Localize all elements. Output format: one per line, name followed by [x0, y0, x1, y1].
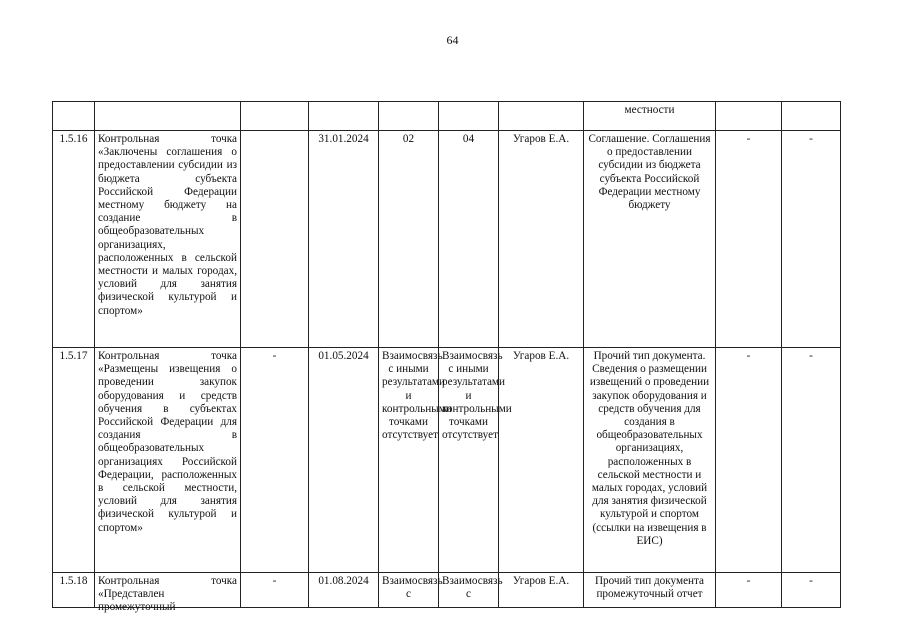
cell-col6-text: Взаимосвязь с [442, 575, 503, 601]
cell-responsible [499, 573, 584, 608]
cell-empty [499, 102, 584, 131]
cell-col3: - [241, 348, 309, 573]
cell-col6: Взаимосвязь с иными результатами и контрольными точками отсутствует [439, 348, 499, 573]
cell-col9: - [716, 131, 782, 348]
table-row-continuation [53, 102, 841, 131]
cell-number: 1.5.17 [53, 348, 95, 573]
cell-col3-text: - [272, 575, 277, 587]
table-row [53, 131, 841, 348]
cell-col3 [241, 573, 309, 608]
cell-col10: - [782, 131, 841, 348]
plan-table [52, 101, 841, 614]
cell-number-text: 1.5.18 [59, 575, 88, 587]
cell-date [309, 573, 379, 608]
cell-responsible: Угаров Е.А. [499, 348, 584, 573]
cell-document-continuation: местности [584, 102, 716, 131]
cell-col10: - [782, 348, 841, 573]
cell-document [584, 573, 716, 608]
cell-name [95, 573, 241, 614]
cell-name-text: Контрольная точка «Представлен промежуточный [98, 575, 237, 614]
cell-col5: Взаимосвязь с иными результатами и контрольными точками отсутствует [379, 348, 439, 573]
cell-col3 [241, 131, 309, 348]
cell-document: Соглашение. Соглашения о предоставлении субсидии из бюджета субъекта Российской Федерации местному бюджету [584, 131, 716, 348]
cell-col10-text: - [809, 575, 813, 587]
cell-document: Прочий тип документа. Сведения о размещении извещений о проведении закупок оборудования и средств обучения для создания в общеобразовательных организациях, расположенных в сельской местности и малых городах, условий для занятия физической культурой и спортом (ссылки на извещения в ЕИС) [584, 348, 716, 573]
cell-empty [53, 102, 95, 131]
cell-col9 [716, 573, 782, 608]
cell-col5: 02 [379, 131, 439, 348]
cell-empty [379, 102, 439, 131]
cell-empty [95, 102, 241, 131]
table-row [53, 573, 841, 608]
cell-col9: - [716, 348, 782, 573]
table-row [53, 348, 841, 573]
cell-empty [716, 102, 782, 131]
cell-date: 31.01.2024 [309, 131, 379, 348]
cell-col10 [782, 573, 841, 608]
cell-col5-text: Взаимосвязь с [382, 575, 443, 601]
cell-number [53, 573, 95, 608]
cell-empty [439, 102, 499, 131]
cell-date: 01.05.2024 [309, 348, 379, 573]
cell-name: Контрольная точка «Заключены соглашения о предоставлении субсидии из бюджета субъекта Российской Федерации местному бюджету на создание в общеобразовательных организациях, расположенных в сельской местности и малых городах, условий для занятия физической культурой и спортом» [95, 131, 241, 348]
cell-responsible: Угаров Е.А. [499, 131, 584, 348]
cell-name: Контрольная точка «Размещены извещения о проведении закупок оборудования и средств обучения в субъектах Российской Федерации для создания в общеобразовательных организациях Российской Федерации, расположенных в сельской местности, условий для занятия физической культурой и спортом» [95, 348, 241, 573]
cell-empty [782, 102, 841, 131]
cell-col9-text: - [746, 575, 751, 587]
cell-col6 [439, 573, 503, 608]
cell-responsible-text: Угаров Е.А. [512, 575, 570, 587]
cell-col6: 04 [439, 131, 499, 348]
page-number: 64 [446, 33, 459, 47]
cell-document-text: Прочий тип документа промежуточный отчет [594, 575, 705, 601]
cell-number: 1.5.16 [53, 131, 95, 348]
cell-empty [241, 102, 309, 131]
cell-date-text: 01.08.2024 [318, 575, 369, 587]
cell-empty [309, 102, 379, 131]
cell-col5 [379, 573, 443, 608]
